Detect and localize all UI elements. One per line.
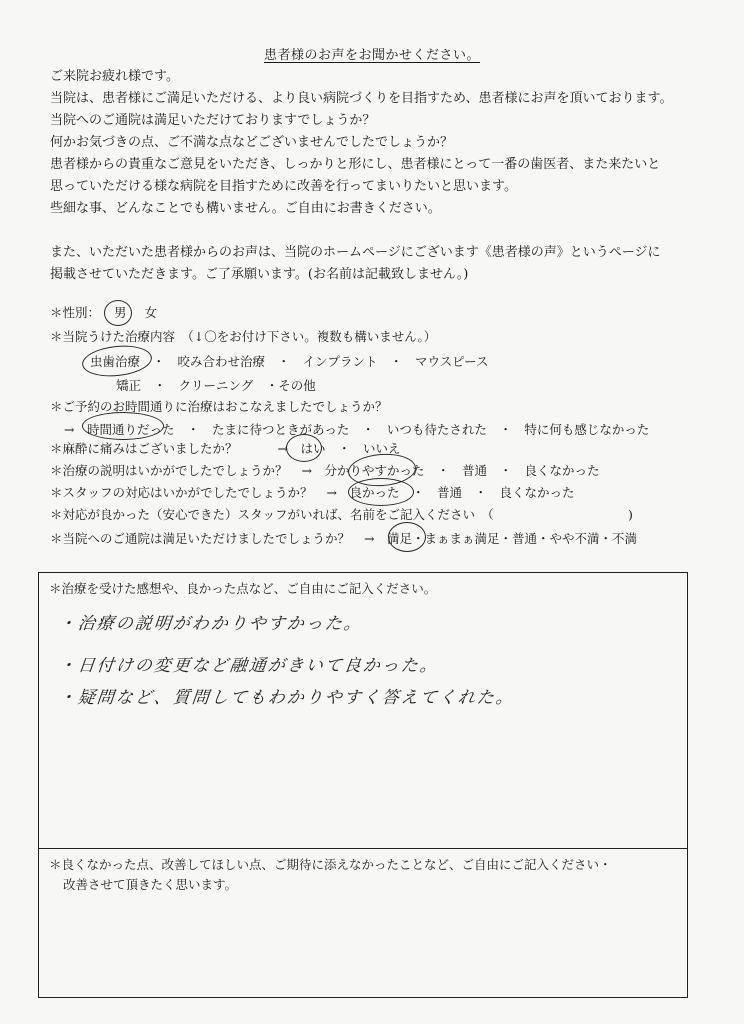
question-time: ＊ご予約のお時間通りに治療はおこなえましたでしょうか？	[50, 399, 388, 414]
intro-line: 何かお気づきの点、ご不満な点などございませんでしたでしょうか？	[50, 135, 454, 150]
treatment-options-row1[interactable]: 虫歯治療 ・ 咬み合わせ治療 ・ インプラント ・ マウスピース	[90, 354, 489, 369]
question-explain: ＊治療の説明はいかがでしたでしょうか？ → 分かりやすかった ・ 普通 ・ 良くなかった	[50, 463, 600, 478]
intro-paragraph	[50, 66, 672, 220]
question-staff-name: ＊対応が良かった（安心できた）スタッフがいれば、名前をご記入ください （	[50, 507, 494, 522]
intro-line: 思っていただける様な病院を目指すために改善を行ってまいりたいと思います。	[50, 179, 517, 194]
improvement-header-line2: 改善させて頂きたく思います。	[63, 877, 238, 892]
question-treatment: ＊当院うけた治療内容 （↓〇をお付け下さい。複数も構いません。）	[50, 329, 437, 344]
staff-name-close-paren: )	[628, 507, 633, 522]
question-satisfaction: ＊当院へのご通院は満足いただけましたでしょうか？ → 満足・まぁまぁ満足・普通・やや不満・不満	[50, 531, 637, 546]
improvement-box[interactable]	[38, 848, 688, 998]
question-gender: ＊性別： 男 女	[50, 305, 158, 320]
intro-line: 些細な事、どんなことでも構いません。ご自由にお書きください。	[50, 201, 441, 216]
handwritten-answer: ・疑問など、質問してもわかりやすく答えてくれた。	[57, 688, 516, 708]
handwritten-answer: ・日付けの変更など融通がきいて良かった。	[57, 656, 440, 676]
time-options[interactable]: → 時間通りだった ・ たまに待つときがあった ・ いつも待たされた ・ 特に何も感じなかった	[64, 422, 650, 437]
satisfaction-options[interactable]: → 満足・まぁまぁ満足・普通・やや不満・不満	[364, 531, 637, 546]
gender-female-option[interactable]: 女	[144, 305, 158, 320]
question-staff: ＊スタッフの対応はいかがでしたでしょうか？ → 良かった ・ 普通 ・ 良くなかった	[50, 485, 575, 500]
intro-line: ご来院お疲れ様です。	[50, 69, 179, 84]
staff-options[interactable]: → 良かった ・ 普通 ・ 良くなかった	[326, 485, 575, 500]
impressions-header: ＊治療を受けた感想や、良かった点など、ご自由にご記入ください。	[49, 581, 437, 596]
handwritten-answer: ・治療の説明がわかりやすかった。	[57, 614, 364, 634]
explain-options[interactable]: → 分かりやすかった ・ 普通 ・ 良くなかった	[301, 463, 600, 478]
notice-paragraph	[50, 242, 660, 286]
treatment-options-row2[interactable]: 矯正 ・ クリーニング ・その他	[116, 378, 316, 393]
notice-line: また、いただいた患者様からのお声は、当院のホームページにございます《患者様の声》というページに	[50, 245, 661, 260]
staff-name-field[interactable]	[500, 510, 620, 524]
intro-line: 当院は、患者様にご満足いただける、より良い病院づくりを目指すため、患者様にお声を頂いております。	[50, 91, 673, 106]
page-title: 患者様のお声をお聞かせください。	[263, 48, 480, 63]
impressions-box[interactable]	[38, 572, 688, 849]
improvement-header-line1: ＊良くなかった点、改善してほしい点、ご期待に添えなかったことなど、ご自由にご記入ください・	[49, 857, 612, 872]
gender-male-option[interactable]: 男	[114, 305, 127, 320]
intro-line: 当院へのご通院は満足いただけておりますでしょうか？	[50, 113, 376, 128]
intro-line: 患者様からの貴重なご意見をいただき、しっかりと形にし、患者様にとって一番の歯医者、また来たいと	[50, 157, 661, 172]
pain-options[interactable]: → はい ・ いいえ	[277, 441, 401, 456]
notice-line: 掲載させていただきます。ご了承願います。(お名前は記載致しません。)	[50, 267, 469, 282]
question-pain: ＊麻酔に痛みはございましたか？ → はい ・ いいえ	[50, 441, 401, 456]
